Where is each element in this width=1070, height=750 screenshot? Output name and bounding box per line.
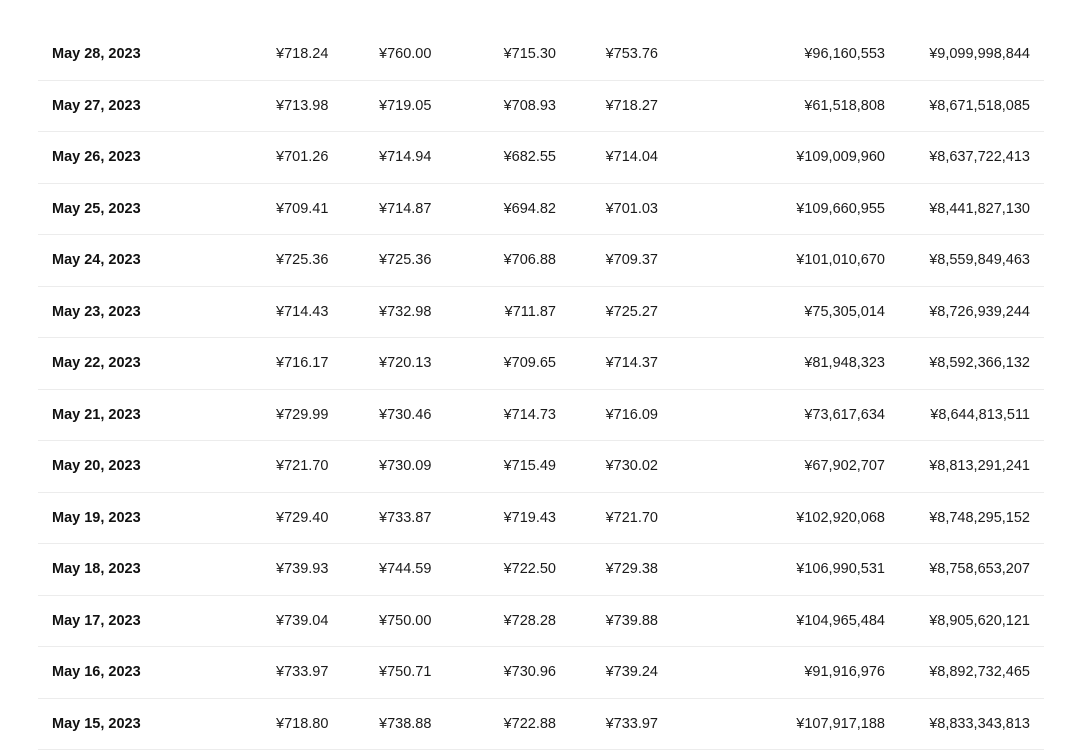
- close-price-cell: ¥730.02: [606, 441, 658, 492]
- high-price-cell: ¥733.87: [379, 493, 431, 544]
- high-price-cell: ¥719.05: [379, 81, 431, 132]
- table-row: [38, 544, 1044, 596]
- volume-cell: ¥109,009,960: [796, 132, 885, 183]
- market-cap-cell: ¥8,892,732,465: [929, 647, 1030, 698]
- date-cell: May 22, 2023: [52, 338, 141, 389]
- table-row: [38, 493, 1044, 545]
- low-price-cell: ¥709.65: [504, 338, 556, 389]
- close-price-cell: ¥714.37: [606, 338, 658, 389]
- table-row: [38, 596, 1044, 648]
- market-cap-cell: ¥9,099,998,844: [929, 29, 1030, 80]
- market-cap-cell: ¥8,441,827,130: [929, 184, 1030, 235]
- high-price-cell: ¥744.59: [379, 544, 431, 595]
- market-cap-cell: ¥8,559,849,463: [929, 235, 1030, 286]
- open-price-cell: ¥714.43: [276, 287, 328, 338]
- high-price-cell: ¥760.00: [379, 29, 431, 80]
- close-price-cell: ¥739.88: [606, 596, 658, 647]
- market-cap-cell: ¥8,813,291,241: [929, 441, 1030, 492]
- close-price-cell: ¥701.03: [606, 184, 658, 235]
- volume-cell: ¥67,902,707: [804, 441, 885, 492]
- close-price-cell: ¥753.76: [606, 29, 658, 80]
- high-price-cell: ¥725.36: [379, 235, 431, 286]
- market-cap-cell: ¥8,905,620,121: [929, 596, 1030, 647]
- high-price-cell: ¥720.13: [379, 338, 431, 389]
- low-price-cell: ¥694.82: [504, 184, 556, 235]
- close-price-cell: ¥709.37: [606, 235, 658, 286]
- market-cap-cell: ¥8,833,343,813: [929, 699, 1030, 750]
- volume-cell: ¥109,660,955: [796, 184, 885, 235]
- date-cell: May 26, 2023: [52, 132, 141, 183]
- volume-cell: ¥61,518,808: [804, 81, 885, 132]
- table-row: [38, 647, 1044, 699]
- date-cell: May 27, 2023: [52, 81, 141, 132]
- high-price-cell: ¥738.88: [379, 699, 431, 750]
- low-price-cell: ¥728.28: [504, 596, 556, 647]
- close-price-cell: ¥739.24: [606, 647, 658, 698]
- low-price-cell: ¥722.50: [504, 544, 556, 595]
- volume-cell: ¥107,917,188: [796, 699, 885, 750]
- high-price-cell: ¥730.09: [379, 441, 431, 492]
- table-row: [38, 287, 1044, 339]
- date-cell: May 16, 2023: [52, 647, 141, 698]
- close-price-cell: ¥714.04: [606, 132, 658, 183]
- open-price-cell: ¥716.17: [276, 338, 328, 389]
- market-cap-cell: ¥8,748,295,152: [929, 493, 1030, 544]
- volume-cell: ¥91,916,976: [804, 647, 885, 698]
- date-cell: May 18, 2023: [52, 544, 141, 595]
- market-cap-cell: ¥8,637,722,413: [929, 132, 1030, 183]
- low-price-cell: ¥711.87: [505, 287, 556, 338]
- open-price-cell: ¥729.40: [276, 493, 328, 544]
- date-cell: May 19, 2023: [52, 493, 141, 544]
- low-price-cell: ¥715.30: [504, 29, 556, 80]
- low-price-cell: ¥706.88: [504, 235, 556, 286]
- date-cell: May 25, 2023: [52, 184, 141, 235]
- low-price-cell: ¥714.73: [504, 390, 556, 441]
- date-cell: May 21, 2023: [52, 390, 141, 441]
- open-price-cell: ¥713.98: [276, 81, 328, 132]
- open-price-cell: ¥733.97: [276, 647, 328, 698]
- price-history-table: [38, 29, 1044, 750]
- close-price-cell: ¥725.27: [606, 287, 658, 338]
- low-price-cell: ¥730.96: [504, 647, 556, 698]
- date-cell: May 24, 2023: [52, 235, 141, 286]
- volume-cell: ¥101,010,670: [796, 235, 885, 286]
- table-row: [38, 81, 1044, 133]
- open-price-cell: ¥718.24: [276, 29, 328, 80]
- close-price-cell: ¥716.09: [606, 390, 658, 441]
- date-cell: May 20, 2023: [52, 441, 141, 492]
- close-price-cell: ¥733.97: [606, 699, 658, 750]
- volume-cell: ¥106,990,531: [796, 544, 885, 595]
- volume-cell: ¥104,965,484: [796, 596, 885, 647]
- market-cap-cell: ¥8,671,518,085: [929, 81, 1030, 132]
- table-row: [38, 390, 1044, 442]
- high-price-cell: ¥750.71: [379, 647, 431, 698]
- market-cap-cell: ¥8,644,813,511: [930, 390, 1030, 441]
- date-cell: May 15, 2023: [52, 699, 141, 750]
- volume-cell: ¥96,160,553: [804, 29, 885, 80]
- volume-cell: ¥102,920,068: [796, 493, 885, 544]
- open-price-cell: ¥721.70: [276, 441, 328, 492]
- low-price-cell: ¥708.93: [504, 81, 556, 132]
- table-row: [38, 338, 1044, 390]
- table-row: [38, 184, 1044, 236]
- low-price-cell: ¥719.43: [504, 493, 556, 544]
- table-row: [38, 132, 1044, 184]
- date-cell: May 28, 2023: [52, 29, 141, 80]
- market-cap-cell: ¥8,758,653,207: [929, 544, 1030, 595]
- table-row: [38, 699, 1044, 750]
- open-price-cell: ¥739.93: [276, 544, 328, 595]
- open-price-cell: ¥718.80: [276, 699, 328, 750]
- date-cell: May 17, 2023: [52, 596, 141, 647]
- low-price-cell: ¥715.49: [504, 441, 556, 492]
- table-body: [38, 29, 1044, 750]
- volume-cell: ¥73,617,634: [804, 390, 885, 441]
- table-row: [38, 29, 1044, 81]
- low-price-cell: ¥722.88: [504, 699, 556, 750]
- low-price-cell: ¥682.55: [504, 132, 556, 183]
- open-price-cell: ¥709.41: [276, 184, 328, 235]
- table-row: [38, 441, 1044, 493]
- close-price-cell: ¥721.70: [606, 493, 658, 544]
- table-row: [38, 235, 1044, 287]
- high-price-cell: ¥714.94: [379, 132, 431, 183]
- volume-cell: ¥75,305,014: [804, 287, 885, 338]
- close-price-cell: ¥718.27: [606, 81, 658, 132]
- date-cell: May 23, 2023: [52, 287, 141, 338]
- high-price-cell: ¥732.98: [379, 287, 431, 338]
- volume-cell: ¥81,948,323: [804, 338, 885, 389]
- high-price-cell: ¥730.46: [379, 390, 431, 441]
- market-cap-cell: ¥8,726,939,244: [929, 287, 1030, 338]
- close-price-cell: ¥729.38: [606, 544, 658, 595]
- open-price-cell: ¥725.36: [276, 235, 328, 286]
- high-price-cell: ¥714.87: [379, 184, 431, 235]
- open-price-cell: ¥729.99: [276, 390, 328, 441]
- high-price-cell: ¥750.00: [379, 596, 431, 647]
- open-price-cell: ¥701.26: [276, 132, 328, 183]
- market-cap-cell: ¥8,592,366,132: [929, 338, 1030, 389]
- open-price-cell: ¥739.04: [276, 596, 328, 647]
